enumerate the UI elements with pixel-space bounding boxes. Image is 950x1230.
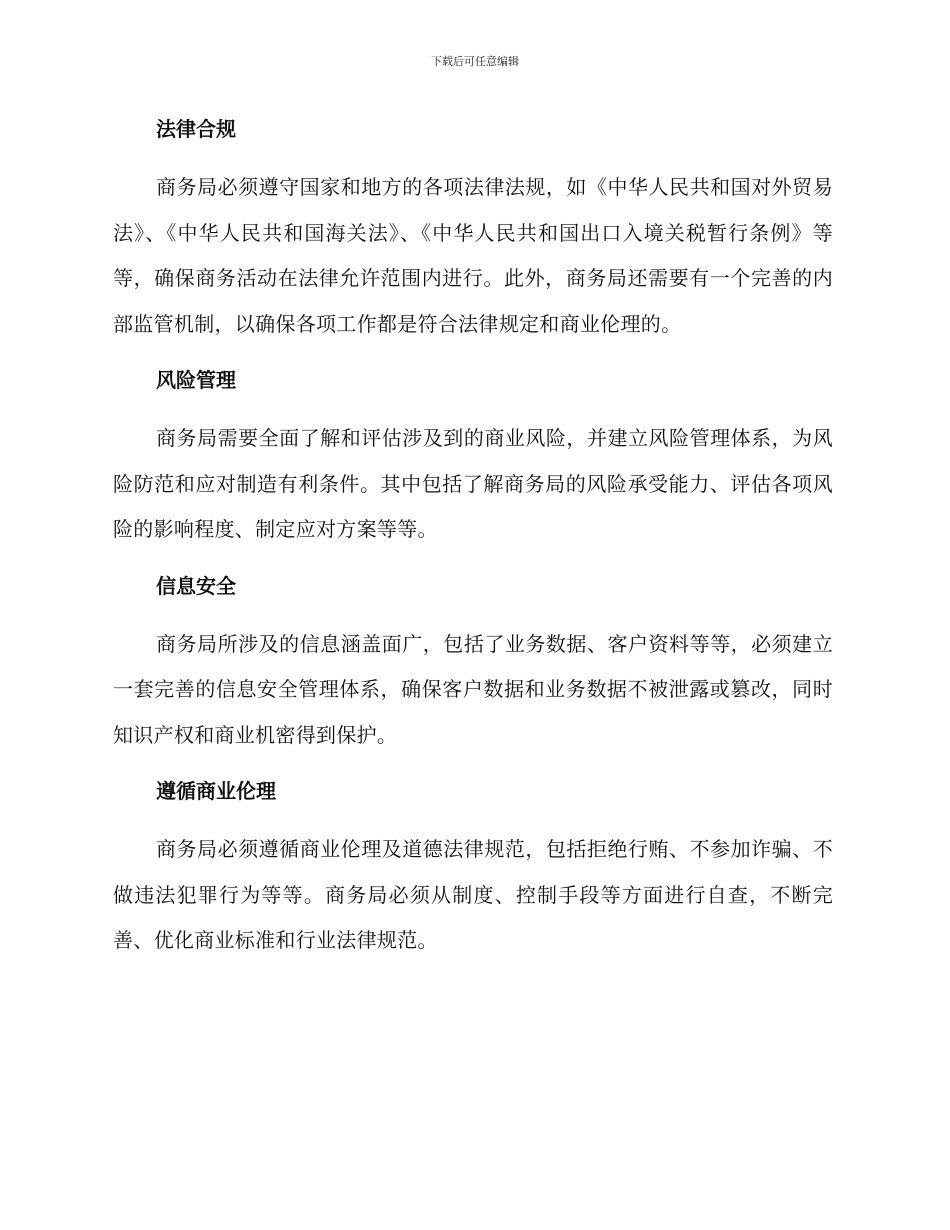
section-paragraph-risk-management: 商务局需要全面了解和评估涉及到的商业风险，并建立风险管理体系，为风险防范和应对制造有利条件。其中包括了解商务局的风险承受能力、评估各项风险的影响程度、制定应对方案等等。 [113,426,833,541]
section-paragraph-information-security: 商务局所涉及的信息涵盖面广，包括了业务数据、客户资料等等，必须建立一套完善的信息安全管理体系，确保客户数据和业务数据不被泄露或篡改，同时知识产权和商业机密得到保护。 [113,631,833,747]
section-heading-business-ethics: 遵循商业伦理 [156,779,276,803]
section-paragraph-business-ethics: 商务局必须遵循商业伦理及道德法律规范，包括拒绝行贿、不参加诈骗、不做违法犯罪行为等等。商务局必须从制度、控制手段等方面进行自查，不断完善、优化商业标准和行业法律规范。 [113,837,833,952]
section-paragraph-legal-compliance: 商务局必须遵守国家和地方的各项法律法规，如《中华人民共和国对外贸易法》、《中华人民共和国海关法》、《中华人民共和国出口入境关税暂行条例》等等，确保商务活动在法律允许范围内进行。此外，商务局还需要有一个完善的内部监管机制，以确保各项工作都是符合法律规定和商业伦理的。 [113,175,833,336]
page-header: 下载后可任意编辑 [431,55,519,68]
section-heading-legal-compliance: 法律合规 [156,117,236,141]
document-body [113,112,833,964]
section-heading-information-security: 信息安全 [156,573,236,598]
section-heading-risk-management: 风险管理 [156,368,236,392]
